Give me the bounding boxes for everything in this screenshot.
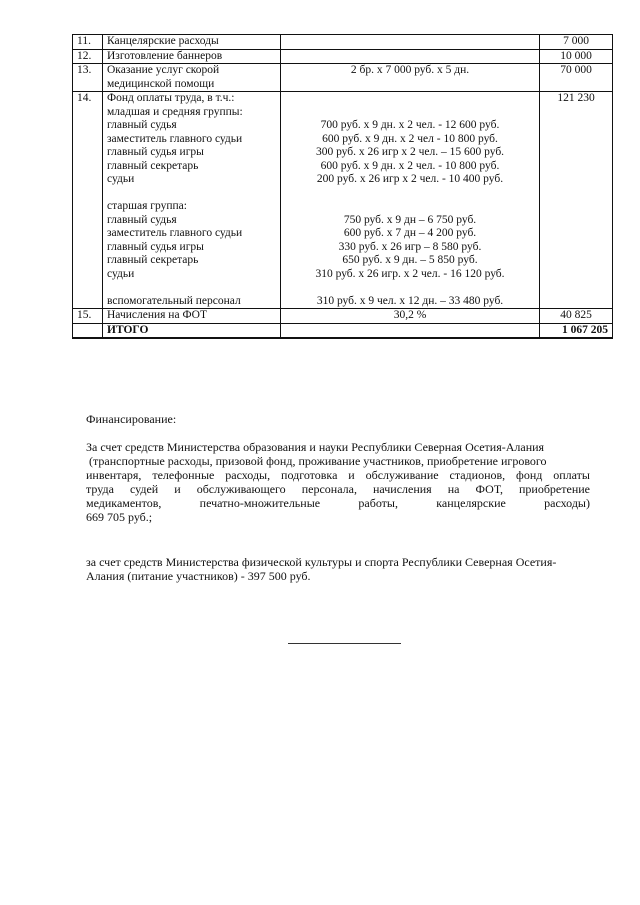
paragraph-line: (транспортные расходы, призовой фонд, проживание участников, приобретение игрового [86,454,547,468]
financing-paragraph-2 [86,555,590,583]
row-number: 14. [73,92,103,309]
item-name-line: главный секретарь [107,159,199,172]
calculation-line: 330 руб. х 26 игр – 8 580 руб. [338,240,482,253]
financing-heading: Финансирование: [86,412,177,426]
row-calculation [281,49,540,64]
budget-table-body [73,35,613,339]
calculation-line: 750 руб. х 9 дн – 6 750 руб. [343,213,477,226]
blank-line [285,187,535,201]
row-amount: 7 000 [540,35,613,50]
row-number: 11. [73,35,103,50]
paragraph-line: инвентаря, телефонные расходы, подготовка и обслуживание стадионов, фонд оплаты [86,468,590,482]
calculation-line: 650 руб. х 9 дн. – 5 850 руб. [342,254,478,266]
calculation-line: 300 руб. х 26 игр х 2 чел. – 15 600 руб. [315,146,505,158]
blank-line [107,187,276,201]
paragraph-line: Алания (питание участников) - 397 500 руб. [86,569,311,583]
total-number-cell [73,323,103,338]
blank-line [285,200,535,214]
calculation-line: 600 руб. х 9 дн. х 2 чел - 10 800 руб. [322,132,498,145]
row-amount: 70 000 [540,64,613,92]
budget-table [72,34,613,339]
table-row [73,309,613,324]
item-name-line: главный судья [107,213,177,226]
item-name-line: Фонд оплаты труда, в т.ч.: [107,92,235,104]
blank-line [107,281,276,295]
table-row [73,64,613,92]
row-item-name [103,92,281,309]
item-name-line: главный судья [107,119,177,131]
total-row [73,323,613,338]
calculation-line: 700 руб. х 9 дн. х 2 чел. - 12 600 руб. [320,119,500,131]
total-calc-cell [281,323,540,338]
paragraph-line: 669 705 руб.; [86,510,153,524]
row-item-name [103,64,281,92]
row-number: 12. [73,49,103,64]
financing-paragraph-1 [86,440,590,524]
row-number: 13. [73,64,103,92]
row-amount: 121 230 [540,92,613,309]
blank-line [285,281,535,295]
item-name-line: заместитель главного судьи [107,227,243,239]
row-amount: 40 825 [540,309,613,324]
item-name-line: судьи [107,173,135,185]
row-item-name [103,49,281,64]
table-row [73,92,613,309]
calculation-line: 310 руб. х 26 игр. х 2 чел. - 16 120 руб. [315,267,505,280]
total-label: ИТОГО [103,323,281,338]
item-name-line: Начисления на ФОТ [107,309,207,321]
signature-line [288,643,401,644]
item-name-line: главный секретарь [107,254,199,266]
item-name-line: медицинской помощи [107,77,215,90]
blank-line [285,92,535,106]
table-row [73,49,613,64]
table-row [73,35,613,50]
item-name-line: вспомогательный персонал [107,294,241,307]
paragraph-line: медикаментов, печатно-множительные работы, канцелярские расходы) [86,496,590,510]
row-number: 15. [73,309,103,324]
item-name-line: главный судья игры [107,240,204,253]
calculation-line: 310 руб. х 9 чел. х 12 дн. – 33 480 руб. [316,294,504,307]
row-calculation [281,309,540,324]
item-name-line: Канцелярские расходы [107,35,219,47]
calculation-line: 600 руб. х 9 дн. х 2 чел. - 10 800 руб. [320,159,500,172]
item-name-line: заместитель главного судьи [107,132,243,145]
item-name-line: Оказание услуг скорой [107,64,220,76]
paragraph-line: труда судей и обслуживающего персонала, начисления на ФОТ, приобретение [86,482,590,496]
item-name-line: старшая группа: [107,200,187,212]
row-amount: 10 000 [540,49,613,64]
blank-line [285,106,535,120]
row-calculation [281,64,540,92]
row-calculation [281,35,540,50]
item-name-line: Изготовление баннеров [107,49,223,62]
row-item-name [103,309,281,324]
row-calculation [281,92,540,309]
paragraph-line: за счет средств Министерства физической культуры и спорта Республики Северная Осетия- [86,555,557,569]
paragraph-line: За счет средств Министерства образования и науки Республики Северная Осетия-Алания [86,440,545,454]
calculation-line: 600 руб. х 7 дн – 4 200 руб. [343,227,477,239]
calculation-line: 30,2 % [393,309,427,321]
total-amount: 1 067 205 [540,323,613,338]
item-name-line: судьи [107,267,135,280]
item-name-line: главный судья игры [107,146,204,158]
calculation-line: 2 бр. х 7 000 руб. х 5 дн. [350,64,470,76]
calculation-line: 200 руб. х 26 игр х 2 чел. - 10 400 руб. [316,173,504,185]
row-item-name [103,35,281,50]
item-name-line: младшая и средняя группы: [107,105,243,118]
